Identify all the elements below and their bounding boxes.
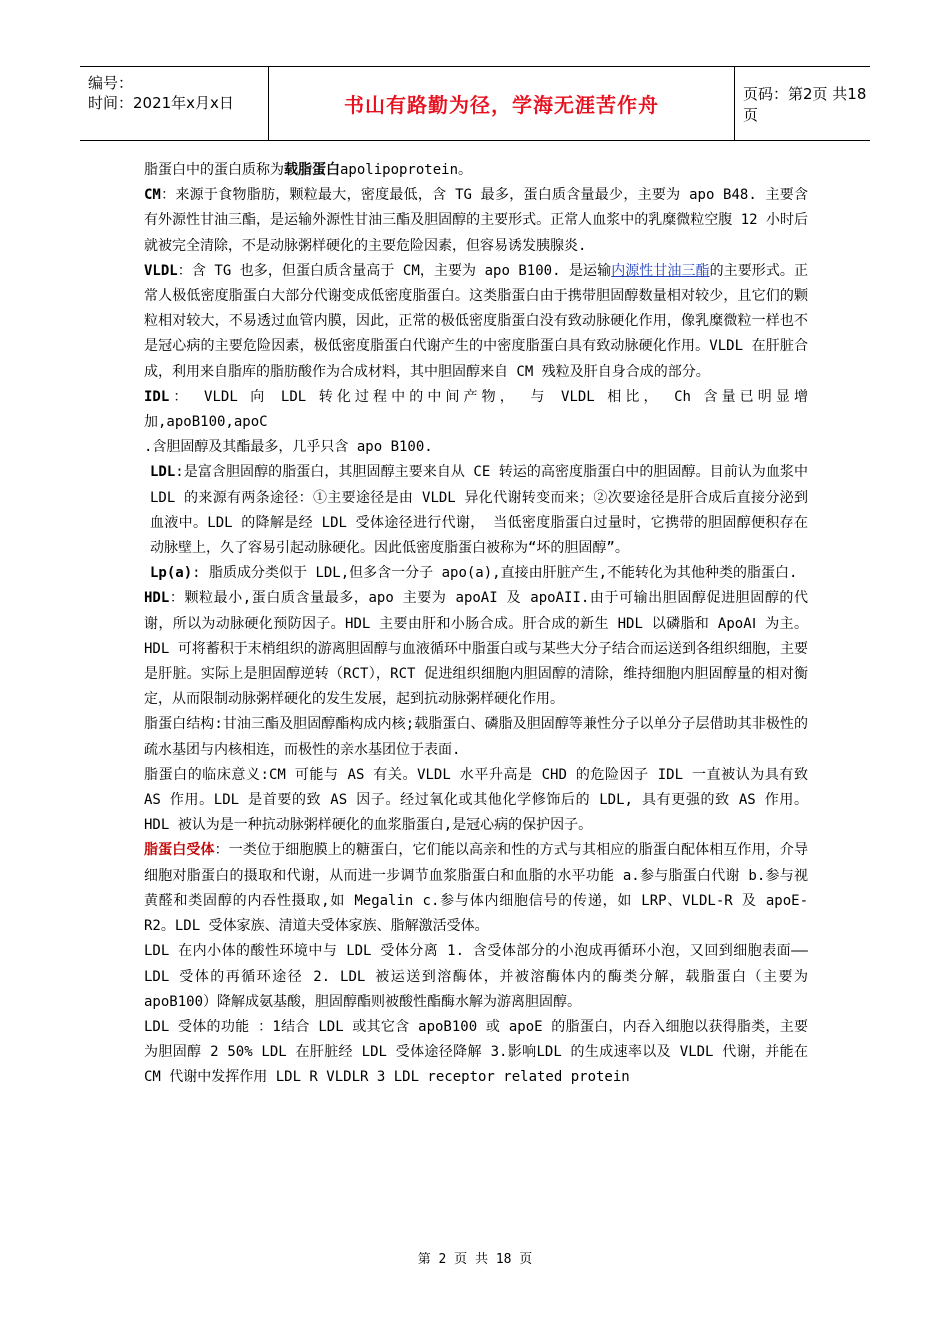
- paragraph-vldl: [144, 259, 808, 385]
- page-footer: 第 2 页 共 18 页: [417, 1252, 533, 1267]
- document-number-label: 编号：: [88, 74, 134, 92]
- paragraph-function: LDL 受体的功能 ：1结合 LDL 或其它含 apoB100 或 apoE 的脂蛋白，内吞入细胞以获得脂类，主要为胆固醇 2 50% LDL 在肝脏经 LDL 受体途径降解 3.影响LDL 的生成速率以及 VLDL 代谢，并能在 CM 代谢中发挥作用 LDL R VLDLR 3 LDL receptor related protein: [144, 1018, 808, 1086]
- paragraph-structure: 脂蛋白结构:甘油三酯及胆固醇酯构成内核;载脂蛋白、磷脂及胆固醇等兼性分子以单分子层借助其非极性的疏水基团与内核相连，而极性的亲水基团位于表面.: [144, 716, 808, 758]
- link-endogenous-triglyceride[interactable]: 内源性甘油三酯: [611, 262, 710, 279]
- paragraph-idl-line3: .含胆固醇及其酯最多，几乎只含 apo B100.: [144, 439, 433, 456]
- page-header: [80, 66, 870, 141]
- text-run: ：颗粒最小,蛋白质含量最多，apo 主要为 apoAI 及 apoAII.由于可输出胆固醇促进胆固醇的代谢，所以为动脉硬化预防因子。HDL 主要由肝和小肠合成。肝合成的新生 HDL 以磷脂和 ApoAⅠ 为主。HDL 可将蓄积于末梢组织的游离胆固醇与血液循环中脂蛋白或与某些大分子结合而运送到各组织细胞，主要是肝脏。实际上是胆固醇逆转（RCT），RCT 促进组织细胞内胆固醇的清除，维持细胞内胆固醇量的相对衡定，从而限制动脉粥样硬化的发生发展，起到抗动脉粥样硬化作用。: [144, 590, 808, 708]
- text-run: ：来源于食物脂肪，颗粒最大，密度最低，含 TG 最多，蛋白质含量最少，主要为 apo B48. 主要含有外源性甘油三酯，是运输外源性甘油三酯及胆固醇的主要形式。正常人血浆中的乳糜微粒空腹 12 小时后就被完全清除，不是动脉粥样硬化的主要危险因素，但容易诱发胰腺炎.: [144, 187, 808, 254]
- header-motto: 书山有路勤为径，学海无涯苦作舟: [269, 67, 735, 140]
- paragraph-recycle: LDL 在内小体的酸性环境中与 LDL 受体分离 1. 含受体部分的小泡成再循环小泡，又回到细胞表面—— LDL 受体的再循环途径 2. LDL 被运送到溶酶体，并被溶酶体内的酶类分解，载脂蛋白（主要为 apoB100）降解成氨基酸，胆固醇酯则被酸性酯酶水解为游离胆固醇。: [144, 943, 808, 1010]
- text-run: 脂蛋白中的蛋白质称为: [144, 162, 284, 178]
- keyword-vldl: VLDL: [144, 262, 178, 279]
- text-run: 的主要形式。正常人极低密度脂蛋白大部分代谢变成低密度脂蛋白。这类脂蛋白由于携带胆固醇数量相对较少，且它们的颗粒相对较大，不易透过血管内膜，因此，正常的极低密度脂蛋白没有致动脉硬化作用，像乳糜微粒一样也不是冠心病的主要危险因素，极低密度脂蛋白代谢产生的中密度脂蛋白具有致动脉硬化作用。VLDL 在肝脏合成，利用来自脂库的脂肪酸作为合成材料，其中胆固醇来自 CM 残粒及肝自身合成的部分。: [144, 262, 808, 380]
- header-page-label: 页码：第2页 共18页: [743, 84, 867, 124]
- keyword-receptor: 脂蛋白受体: [144, 842, 215, 859]
- keyword-lpa: Lp(a): [150, 565, 193, 582]
- text-run: ：含 TG 也多，但蛋白质含量高于 CM，主要为 apo B100. 是运输: [177, 262, 612, 279]
- paragraph-hdl: [144, 586, 808, 712]
- paragraph-idl-line2: 加,apoB100,apoC: [144, 414, 268, 431]
- keyword-idl: IDL: [144, 388, 170, 405]
- paragraph-idl-line1: [144, 385, 808, 410]
- keyword-cm: CM: [144, 187, 161, 204]
- document-time-label: 时间：2021年x月x日: [88, 94, 234, 112]
- paragraph-cm: [144, 183, 808, 259]
- paragraph-ldl: [144, 460, 808, 561]
- keyword-hdl: HDL: [144, 590, 170, 607]
- paragraph-apolipoprotein: [144, 158, 808, 183]
- paragraph-clinical: 脂蛋白的临床意义:CM 可能与 AS 有关。VLDL 水平升高是 CHD 的危险因子 IDL 一直被认为具有致 AS 作用。LDL 是首要的致 AS 因子。经过氧化或其他化学修饰后的 LDL, 具有更强的致 AS 作用。HDL 被认为是一种抗动脉粥样硬化的血浆脂蛋白,是冠心病的保护因子。: [144, 766, 808, 834]
- keyword-ldl: LDL: [150, 464, 176, 481]
- text-run: :是富含胆固醇的脂蛋白，其胆固醇主要来自从 CE 转运的高密度脂蛋白中的胆固醇。目前认为血浆中 LDL 的来源有两条途径：①主要途径是由 VLDL 异化代谢转变而来；②次要途径是肝合成后直接分泌到血液中。LDL 的降解是经 LDL 受体途径进行代谢， 当低密度脂蛋白过量时，它携带的胆固醇便积存在动脉壁上，久了容易引起动脉硬化。因此低密度脂蛋白被称为“坏的胆固醇”。: [150, 464, 808, 557]
- text-run: ：一类位于细胞膜上的糖蛋白，它们能以高亲和性的方式与其相应的脂蛋白配体相互作用，介导细胞对脂蛋白的摄取和代谢，从而进一步调节血浆脂蛋白和血脂的水平功能 a.参与脂蛋白代谢 b.参与视黄醛和类固醇的内吞性摄取,如 Megalin c.参与体内细胞信号的传递，如 LRP、VLDL-R 及 apoE-R2。LDL 受体家族、清道夫受体家族、脂解激活受体。: [144, 842, 809, 935]
- keyword-apolipoprotein: 载脂蛋白: [284, 162, 340, 178]
- header-meta: [80, 67, 269, 140]
- text-run: ： VLDL 向 LDL 转化过程中的中间产物， 与 VLDL 相比， Ch 含量已明显增: [169, 388, 808, 405]
- paragraph-receptor: [144, 838, 808, 939]
- text-run: apolipoprotein。: [340, 162, 473, 178]
- document-body: [144, 158, 808, 1091]
- paragraph-lpa: [144, 561, 808, 586]
- text-run: : 脂质成分类似于 LDL,但多含一分子 apo(a),直接由肝脏产生,不能转化为其他种类的脂蛋白.: [192, 565, 798, 582]
